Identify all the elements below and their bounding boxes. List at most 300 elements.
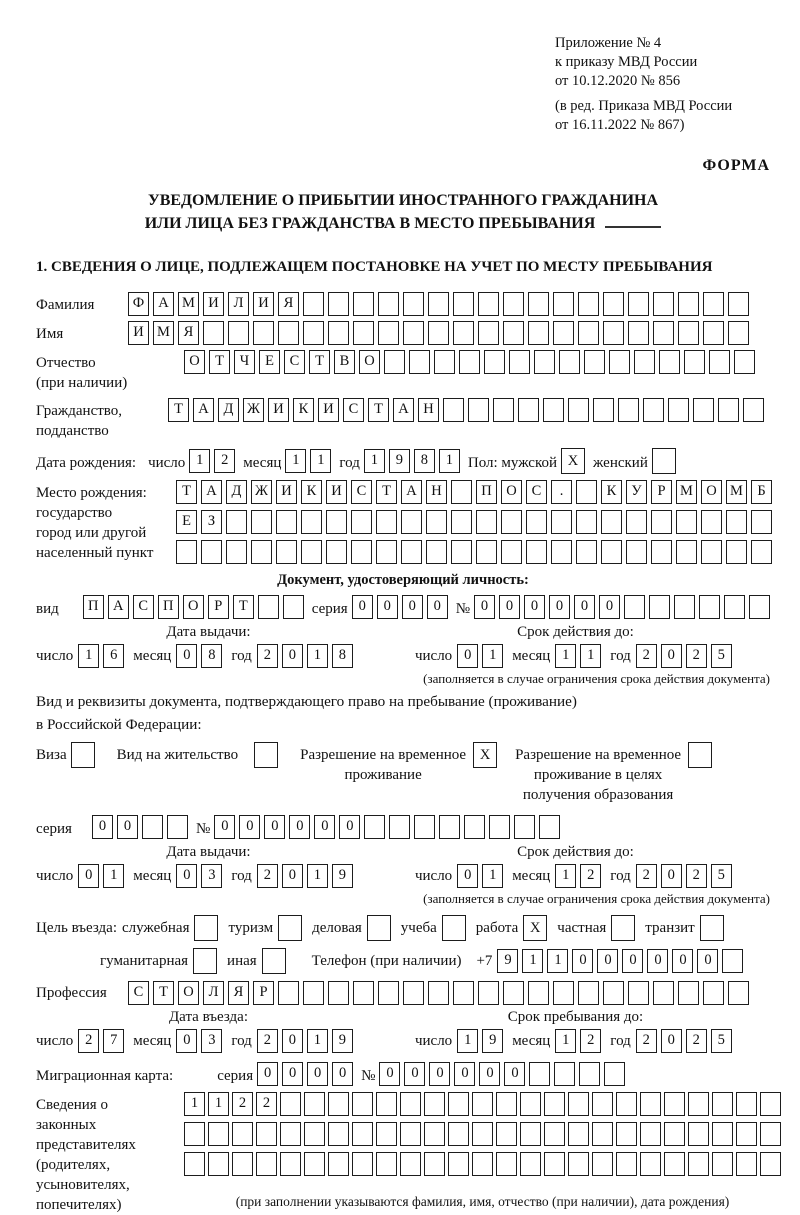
char-box: 5 bbox=[711, 644, 732, 668]
purpose-humanitarian-checkbox bbox=[193, 948, 217, 974]
profession-label: Профессия bbox=[36, 985, 107, 1001]
char-box bbox=[493, 398, 514, 422]
char-box: Т bbox=[209, 350, 230, 374]
char-box bbox=[640, 1152, 661, 1176]
char-box bbox=[751, 540, 772, 564]
char-box bbox=[703, 981, 724, 1005]
title-line-2: ИЛИ ЛИЦА БЕЗ ГРАЖДАНСТВА В МЕСТО ПРЕБЫВАНИЯ bbox=[36, 212, 770, 235]
char-box: X bbox=[473, 742, 497, 768]
char-box bbox=[534, 350, 555, 374]
char-box bbox=[403, 321, 424, 345]
char-box bbox=[301, 540, 322, 564]
char-box bbox=[728, 292, 749, 316]
char-box bbox=[378, 981, 399, 1005]
char-box: А bbox=[153, 292, 174, 316]
sex-male-label: Пол: мужской bbox=[467, 454, 558, 471]
stay-until-title: Срок пребывания до: bbox=[507, 1009, 644, 1025]
migration-series-label: серия bbox=[217, 1067, 254, 1084]
birth-month-cells bbox=[285, 449, 331, 473]
char-box bbox=[603, 321, 624, 345]
form-word: ФОРМА bbox=[702, 157, 770, 174]
char-box bbox=[378, 292, 399, 316]
char-box bbox=[484, 350, 505, 374]
char-box: И bbox=[276, 480, 297, 504]
char-box bbox=[576, 540, 597, 564]
char-box: 1 bbox=[482, 644, 503, 668]
restriction-note-2: (заполняется в случае ограничения срока действия документа) bbox=[423, 891, 770, 906]
section1-heading: 1. СВЕДЕНИЯ О ЛИЦЕ, ПОДЛЕЖАЩЕМ ПОСТАНОВКЕ НА УЧЕТ ПО МЕСТУ ПРЕБЫВАНИЯ bbox=[36, 259, 713, 275]
residence-number-sign: № bbox=[196, 820, 211, 837]
field-patronymic bbox=[36, 350, 770, 393]
char-box: 1 bbox=[285, 449, 306, 473]
char-box: Д bbox=[218, 398, 239, 422]
residence-doc-dates bbox=[36, 844, 770, 888]
char-box: 8 bbox=[414, 449, 435, 473]
char-box bbox=[528, 292, 549, 316]
char-box bbox=[476, 510, 497, 534]
char-box bbox=[529, 1062, 550, 1086]
char-box bbox=[712, 1092, 733, 1116]
identity-expiry-month bbox=[555, 644, 601, 668]
char-box: 0 bbox=[549, 595, 570, 619]
char-box bbox=[503, 321, 524, 345]
char-box bbox=[389, 815, 410, 839]
char-box bbox=[514, 815, 535, 839]
char-box bbox=[688, 742, 712, 768]
char-box: 3 bbox=[201, 1029, 222, 1053]
char-box: 1 bbox=[307, 864, 328, 888]
char-box: 0 bbox=[282, 644, 303, 668]
char-box bbox=[751, 510, 772, 534]
char-box: К bbox=[601, 480, 622, 504]
char-box bbox=[592, 1092, 613, 1116]
char-box: Р bbox=[651, 480, 672, 504]
char-box bbox=[693, 398, 714, 422]
char-box: Ж bbox=[243, 398, 264, 422]
field-profession bbox=[36, 981, 770, 1005]
char-box bbox=[501, 540, 522, 564]
char-box: Н bbox=[418, 398, 439, 422]
char-box: Ж bbox=[251, 480, 272, 504]
char-box bbox=[428, 321, 449, 345]
char-box bbox=[328, 1092, 349, 1116]
char-box: А bbox=[201, 480, 222, 504]
stay-day bbox=[457, 1029, 503, 1053]
char-box bbox=[503, 981, 524, 1005]
birth-date-label: Дата рождения: bbox=[36, 454, 137, 471]
identity-expiry-year bbox=[636, 644, 732, 668]
char-box bbox=[401, 510, 422, 534]
char-box bbox=[628, 292, 649, 316]
appendix-line: Приложение № 4 bbox=[555, 35, 662, 51]
char-box bbox=[554, 1062, 575, 1086]
char-box bbox=[203, 321, 224, 345]
char-box: 2 bbox=[686, 644, 707, 668]
char-box bbox=[453, 981, 474, 1005]
char-box bbox=[478, 981, 499, 1005]
char-box: 0 bbox=[622, 949, 643, 973]
char-box: 0 bbox=[661, 864, 682, 888]
char-box: М bbox=[153, 321, 174, 345]
char-box bbox=[688, 1122, 709, 1146]
char-box: 0 bbox=[282, 1062, 303, 1086]
char-box bbox=[278, 321, 299, 345]
field-surname bbox=[36, 292, 770, 316]
char-box: 1 bbox=[457, 1029, 478, 1053]
char-box: 0 bbox=[282, 1029, 303, 1053]
char-box bbox=[378, 321, 399, 345]
char-box: В bbox=[334, 350, 355, 374]
char-box: 1 bbox=[439, 449, 460, 473]
char-box bbox=[428, 981, 449, 1005]
purpose-business-checkbox bbox=[367, 915, 391, 941]
char-box: П bbox=[83, 595, 104, 619]
char-box bbox=[678, 292, 699, 316]
char-box: О bbox=[178, 981, 199, 1005]
birth-place-row-1 bbox=[176, 480, 772, 504]
char-box: 0 bbox=[377, 595, 398, 619]
char-box bbox=[603, 981, 624, 1005]
char-box bbox=[403, 292, 424, 316]
char-box: 0 bbox=[282, 864, 303, 888]
residence-doc-intro: Вид и реквизиты документа, подтверждающего право на пребывание (проживание) в Российской Федерации: bbox=[36, 693, 577, 733]
char-box: 2 bbox=[686, 864, 707, 888]
entry-year bbox=[257, 1029, 353, 1053]
char-box bbox=[400, 1152, 421, 1176]
char-box bbox=[468, 398, 489, 422]
char-box bbox=[232, 1152, 253, 1176]
char-box bbox=[328, 1152, 349, 1176]
char-box bbox=[428, 292, 449, 316]
char-box: 2 bbox=[636, 644, 657, 668]
char-box: М bbox=[676, 480, 697, 504]
char-box bbox=[424, 1152, 445, 1176]
char-box bbox=[509, 350, 530, 374]
char-box: С bbox=[128, 981, 149, 1005]
char-box bbox=[176, 540, 197, 564]
char-box: Р bbox=[208, 595, 229, 619]
char-box bbox=[520, 1152, 541, 1176]
char-box: Е bbox=[176, 510, 197, 534]
char-box bbox=[464, 815, 485, 839]
char-box bbox=[184, 1152, 205, 1176]
char-box bbox=[568, 1152, 589, 1176]
char-box bbox=[409, 350, 430, 374]
char-box: 1 bbox=[189, 449, 210, 473]
char-box: Я bbox=[228, 981, 249, 1005]
char-box bbox=[539, 815, 560, 839]
identity-issue-month bbox=[176, 644, 222, 668]
char-box bbox=[376, 540, 397, 564]
char-box bbox=[442, 915, 466, 941]
char-box: 0 bbox=[307, 1062, 328, 1086]
char-box: 1 bbox=[522, 949, 543, 973]
char-box bbox=[553, 321, 574, 345]
char-box: 0 bbox=[524, 595, 545, 619]
year-label: год bbox=[339, 454, 360, 471]
field-residence-series bbox=[36, 815, 770, 839]
surname-label: Фамилия bbox=[36, 297, 95, 313]
char-box bbox=[568, 1122, 589, 1146]
char-box bbox=[472, 1152, 493, 1176]
char-box bbox=[280, 1092, 301, 1116]
char-box: 7 bbox=[103, 1029, 124, 1053]
valid-until-title: Срок действия до: bbox=[517, 624, 634, 640]
char-box: О bbox=[701, 480, 722, 504]
entry-date-title: Дата въезда: bbox=[168, 1009, 249, 1025]
char-box: . bbox=[551, 480, 572, 504]
char-box bbox=[653, 292, 674, 316]
identity-issue-year bbox=[257, 644, 353, 668]
char-box: 9 bbox=[332, 864, 353, 888]
char-box bbox=[503, 292, 524, 316]
field-representatives bbox=[36, 1092, 770, 1215]
char-box: А bbox=[393, 398, 414, 422]
option-residence-permit: Вид на жительство bbox=[117, 742, 278, 768]
appendix-block bbox=[555, 34, 770, 135]
char-box bbox=[478, 321, 499, 345]
char-box bbox=[352, 1152, 373, 1176]
char-box bbox=[760, 1092, 781, 1116]
option-temp-permit-edu: Разрешение на временное проживание в целях получения образования bbox=[515, 742, 712, 805]
entry-dates bbox=[36, 1009, 770, 1053]
migration-number-sign: № bbox=[361, 1067, 376, 1084]
char-box bbox=[568, 1092, 589, 1116]
char-box bbox=[592, 1152, 613, 1176]
char-box bbox=[328, 321, 349, 345]
char-box bbox=[478, 292, 499, 316]
stay-until-row: число 1 9 месяц 1 2 год 2 0 2 5 bbox=[381, 1029, 770, 1053]
sex-female-label: женский bbox=[593, 454, 648, 471]
visa-checkbox bbox=[71, 742, 95, 768]
char-box bbox=[676, 510, 697, 534]
identity-series-label: серия bbox=[311, 600, 348, 617]
char-box bbox=[304, 1152, 325, 1176]
char-box: 8 bbox=[201, 644, 222, 668]
residence-issue-day bbox=[78, 864, 124, 888]
char-box bbox=[353, 292, 374, 316]
char-box bbox=[659, 350, 680, 374]
char-box: 0 bbox=[176, 644, 197, 668]
char-box bbox=[496, 1152, 517, 1176]
char-box bbox=[699, 595, 720, 619]
char-box: И bbox=[203, 292, 224, 316]
given-name-cells bbox=[128, 321, 749, 345]
representatives-label: Сведения о законных представителях (родителях, усыновителях, попечителях) bbox=[36, 1097, 136, 1213]
citizenship-cells bbox=[168, 398, 764, 422]
char-box bbox=[551, 510, 572, 534]
char-box bbox=[520, 1122, 541, 1146]
char-box bbox=[593, 398, 614, 422]
char-box bbox=[228, 321, 249, 345]
residence-expiry-year bbox=[636, 864, 732, 888]
char-box: 0 bbox=[352, 595, 373, 619]
char-box bbox=[414, 815, 435, 839]
residence-expiry-day bbox=[457, 864, 503, 888]
char-box bbox=[749, 595, 770, 619]
residence-series-label: серия bbox=[36, 820, 72, 837]
field-purpose-2-phone: гуманитарная иная Телефон (при наличии) +7 9 1 1 0 0 0 0 0 0 bbox=[36, 948, 770, 974]
char-box: Я bbox=[278, 292, 299, 316]
birth-year-cells bbox=[364, 449, 460, 473]
char-box bbox=[328, 1122, 349, 1146]
char-box: 3 bbox=[201, 864, 222, 888]
char-box bbox=[472, 1092, 493, 1116]
residence-permit-checkbox bbox=[254, 742, 278, 768]
char-box bbox=[678, 981, 699, 1005]
char-box bbox=[256, 1122, 277, 1146]
char-box bbox=[628, 981, 649, 1005]
representatives-row-3 bbox=[184, 1152, 781, 1176]
purpose-other-checkbox bbox=[262, 948, 286, 974]
char-box bbox=[184, 1122, 205, 1146]
char-box: 0 bbox=[289, 815, 310, 839]
char-box bbox=[684, 350, 705, 374]
char-box bbox=[640, 1092, 661, 1116]
char-box bbox=[278, 915, 302, 941]
char-box bbox=[726, 510, 747, 534]
birth-place-row-2 bbox=[176, 510, 772, 534]
char-box bbox=[256, 1152, 277, 1176]
char-box: X bbox=[561, 448, 585, 474]
char-box: 0 bbox=[499, 595, 520, 619]
residence-issue-month bbox=[176, 864, 222, 888]
appendix-line: к приказу МВД России bbox=[555, 54, 698, 70]
char-box bbox=[401, 540, 422, 564]
char-box: О bbox=[501, 480, 522, 504]
char-box: 8 bbox=[332, 644, 353, 668]
char-box bbox=[201, 540, 222, 564]
char-box bbox=[603, 292, 624, 316]
char-box bbox=[226, 540, 247, 564]
purpose-label: Цель въезда: bbox=[36, 919, 117, 936]
phone-digit-cells bbox=[497, 949, 743, 973]
char-box bbox=[701, 540, 722, 564]
field-given-name bbox=[36, 321, 770, 345]
char-box bbox=[526, 540, 547, 564]
char-box bbox=[559, 350, 580, 374]
char-box: 0 bbox=[479, 1062, 500, 1086]
char-box: X bbox=[523, 915, 547, 941]
char-box: 0 bbox=[454, 1062, 475, 1086]
char-box: 0 bbox=[427, 595, 448, 619]
given-name-label: Имя bbox=[36, 326, 64, 342]
char-box: 9 bbox=[497, 949, 518, 973]
char-box bbox=[528, 321, 549, 345]
residence-expiry-month bbox=[555, 864, 601, 888]
char-box bbox=[253, 321, 274, 345]
char-box bbox=[728, 981, 749, 1005]
representatives-row-2 bbox=[184, 1122, 781, 1146]
char-box: Л bbox=[203, 981, 224, 1005]
char-box: Р bbox=[253, 981, 274, 1005]
residence-issue-year bbox=[257, 864, 353, 888]
char-box bbox=[576, 510, 597, 534]
valid-until-title-2: Срок действия до: bbox=[517, 844, 634, 860]
char-box: О bbox=[359, 350, 380, 374]
char-box: 2 bbox=[257, 644, 278, 668]
char-box bbox=[584, 350, 605, 374]
char-box: 0 bbox=[176, 1029, 197, 1053]
char-box bbox=[403, 981, 424, 1005]
char-box bbox=[734, 350, 755, 374]
char-box bbox=[568, 398, 589, 422]
char-box: И bbox=[326, 480, 347, 504]
char-box bbox=[674, 595, 695, 619]
representatives-row-1 bbox=[184, 1092, 781, 1116]
issue-date-title: Дата выдачи: bbox=[166, 624, 251, 640]
purpose-official-checkbox bbox=[194, 915, 218, 941]
identity-issue-day bbox=[78, 644, 124, 668]
char-box bbox=[544, 1122, 565, 1146]
char-box: 1 bbox=[208, 1092, 229, 1116]
identity-doc-heading: Документ, удостоверяющий личность: bbox=[277, 572, 529, 588]
char-box bbox=[194, 915, 218, 941]
entry-day bbox=[78, 1029, 124, 1053]
stay-month bbox=[555, 1029, 601, 1053]
residence-number-cells bbox=[214, 815, 560, 839]
char-box bbox=[459, 350, 480, 374]
char-box bbox=[736, 1092, 757, 1116]
char-box bbox=[353, 321, 374, 345]
char-box bbox=[726, 540, 747, 564]
char-box: И bbox=[253, 292, 274, 316]
char-box bbox=[304, 1092, 325, 1116]
identity-expiry-day bbox=[457, 644, 503, 668]
char-box bbox=[376, 1122, 397, 1146]
field-identity-doc bbox=[36, 595, 770, 619]
char-box: Т bbox=[153, 981, 174, 1005]
char-box bbox=[193, 948, 217, 974]
char-box bbox=[351, 540, 372, 564]
char-box: К bbox=[293, 398, 314, 422]
char-box bbox=[760, 1122, 781, 1146]
char-box: 0 bbox=[672, 949, 693, 973]
temp-permit-checkbox bbox=[473, 742, 497, 768]
char-box: 1 bbox=[364, 449, 385, 473]
issue-date-title-2: Дата выдачи: bbox=[166, 844, 251, 860]
char-box: Д bbox=[226, 480, 247, 504]
char-box bbox=[226, 510, 247, 534]
option-temp-permit: Разрешение на временное проживание X bbox=[300, 742, 497, 785]
char-box bbox=[736, 1152, 757, 1176]
char-box: 2 bbox=[78, 1029, 99, 1053]
char-box bbox=[400, 1122, 421, 1146]
purpose-study-checkbox bbox=[442, 915, 466, 941]
char-box bbox=[701, 510, 722, 534]
char-box: 0 bbox=[264, 815, 285, 839]
char-box: О bbox=[183, 595, 204, 619]
char-box bbox=[258, 595, 279, 619]
entry-date-row: число 2 7 месяц 0 3 год 2 0 1 9 bbox=[36, 1029, 381, 1053]
char-box bbox=[728, 321, 749, 345]
identity-series-cells bbox=[352, 595, 448, 619]
char-box bbox=[760, 1152, 781, 1176]
char-box bbox=[451, 510, 472, 534]
char-box: И bbox=[128, 321, 149, 345]
purpose-tourism-checkbox bbox=[278, 915, 302, 941]
char-box bbox=[303, 292, 324, 316]
char-box bbox=[208, 1122, 229, 1146]
char-box: 2 bbox=[636, 864, 657, 888]
char-box bbox=[624, 595, 645, 619]
char-box bbox=[303, 321, 324, 345]
char-box: 0 bbox=[92, 815, 113, 839]
char-box bbox=[251, 510, 272, 534]
char-box bbox=[553, 292, 574, 316]
char-box bbox=[301, 510, 322, 534]
char-box bbox=[543, 398, 564, 422]
